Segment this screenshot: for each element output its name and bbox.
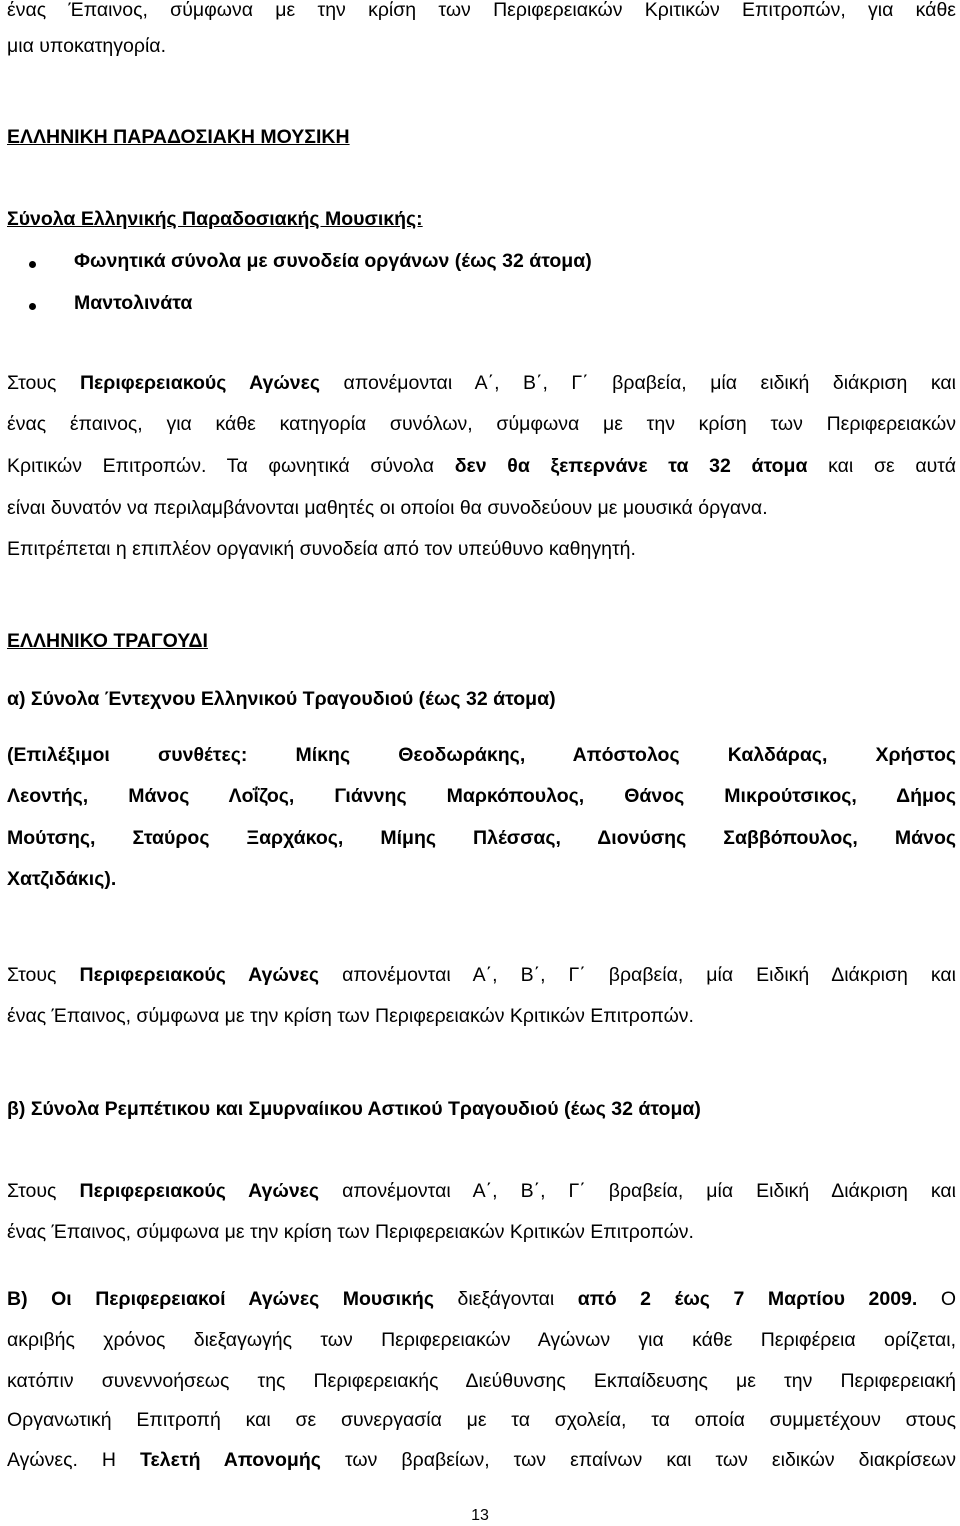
subsection-title: β) Σύνολα Ρεμπέτικου και Σμυρναίικου Αστικού Τραγουδιού (έως 32 άτομα) [7,1098,701,1120]
subheading: Σύνολα Ελληνικής Παραδοσιακής Μουσικής: [7,208,423,230]
text: απονέμονται Α΄, Β΄, Γ΄ βραβεία, μία ειδική διάκριση και [320,372,957,394]
paragraph-line: κατόπιν συνεννοήσεως της Περιφερειακής Διεύθυνσης Εκπαίδευσης με την Περιφερειακή [7,1370,956,1392]
bold-text: Περιφερειακούς Αγώνες [79,964,320,986]
paragraph-line: ακριβής χρόνος διεξαγωγής των Περιφερειακών Αγώνων για κάθε Περιφέρεια ορίζεται, [7,1329,956,1351]
text: Κριτικών Επιτροπών. Τα φωνητικά σύνολα [7,455,455,477]
paragraph-line: Λεοντής, Μάνος Λοΐζος, Γιάννης Μαρκόπουλος, Θάνος Μικρούτσικος, Δήμος [7,785,956,807]
paragraph-line [7,1448,956,1472]
paragraph-line: Οργανωτική Επιτροπή και σε συνεργασία με τα σχολεία, τα οποία συμμετέχουν στους [7,1409,956,1431]
text: Στους [7,1180,80,1202]
text: και σε αυτά [807,455,956,477]
paragraph-line: είναι δυνατόν να περιλαμβάνονται μαθητές οι οποίοι θα συνοδεύουν με μουσικά όργανα. [7,497,768,519]
paragraph-line: μια υποκατηγορία. [7,35,166,57]
page-number: 13 [471,1507,489,1524]
paragraph-line: Χατζιδάκις). [7,868,117,890]
paragraph-line: Μούτσης, Σταύρος Ξαρχάκος, Μίμης Πλέσσας, Διονύσης Σαββόπουλος, Μάνος [7,827,956,849]
section-heading: ΕΛΛΗΝΙΚΟ ΤΡΑΓΟΥΔΙ [7,630,208,652]
bold-text: από 2 έως 7 Μαρτίου 2009. [577,1288,918,1310]
section-heading: ΕΛΛΗΝΙΚΗ ΠΑΡΑΔΟΣΙΑΚΗ ΜΟΥΣΙΚΗ [7,126,350,148]
paragraph-line [7,1287,956,1311]
paragraph-line: (Επιλέξιμοι συνθέτες: Μίκης Θεοδωράκης, Απόστολος Καλδάρας, Χρήστος [7,744,956,766]
text: διεξάγονται [433,1288,578,1310]
bold-text: Τελετή Απονομής [140,1449,321,1471]
paragraph-line: ένας Έπαινος, σύμφωνα με την κρίση των Περιφερειακών Κριτικών Επιτροπών. [7,1221,694,1243]
text: Στους [7,372,80,394]
bold-text: Περιφερειακούς Αγώνες [79,1180,320,1202]
bold-text: Β) Οι Περιφερειακοί Αγώνες Μουσικής [7,1288,434,1310]
paragraph-line: ένας Έπαινος, σύμφωνα με την κρίση των Περιφερειακών Κριτικών Επιτροπών, για κάθε [7,0,956,21]
bullet-icon [29,303,36,310]
bold-text: Περιφερειακούς Αγώνες [79,372,321,394]
subsection-title: α) Σύνολα Έντεχνου Ελληνικού Τραγουδιού (έως 32 άτομα) [7,688,556,710]
list-item: Φωνητικά σύνολα με συνοδεία οργάνων (έως 32 άτομα) [74,250,592,272]
text: απονέμονται Α΄, Β΄, Γ΄ βραβεία, μία Ειδική Διάκριση και [319,964,957,986]
text: Αγώνες. Η [7,1449,141,1471]
paragraph-line: ένας Έπαινος, σύμφωνα με την κρίση των Περιφερειακών Κριτικών Επιτροπών. [7,1005,694,1027]
text: Ο [917,1288,956,1310]
paragraph-line [7,1179,956,1203]
paragraph-line: ένας έπαινος, για κάθε κατηγορία συνόλων, σύμφωνα με την κρίση των Περιφερειακών [7,413,956,435]
paragraph-line [7,963,956,987]
text: των βραβείων, των επαίνων και των ειδικών διακρίσεων [320,1449,956,1471]
bullet-icon [29,261,36,268]
text: Στους [7,964,80,986]
list-item: Μαντολινάτα [74,292,193,314]
text: απονέμονται Α΄, Β΄, Γ΄ βραβεία, μία Ειδική Διάκριση και [319,1180,957,1202]
paragraph-line [7,454,956,478]
paragraph-line [7,371,956,395]
paragraph-line: Επιτρέπεται η επιπλέον οργανική συνοδεία από τον υπεύθυνο καθηγητή. [7,538,636,560]
bold-text: δεν θα ξεπερνάνε τα 32 άτομα [454,455,808,477]
